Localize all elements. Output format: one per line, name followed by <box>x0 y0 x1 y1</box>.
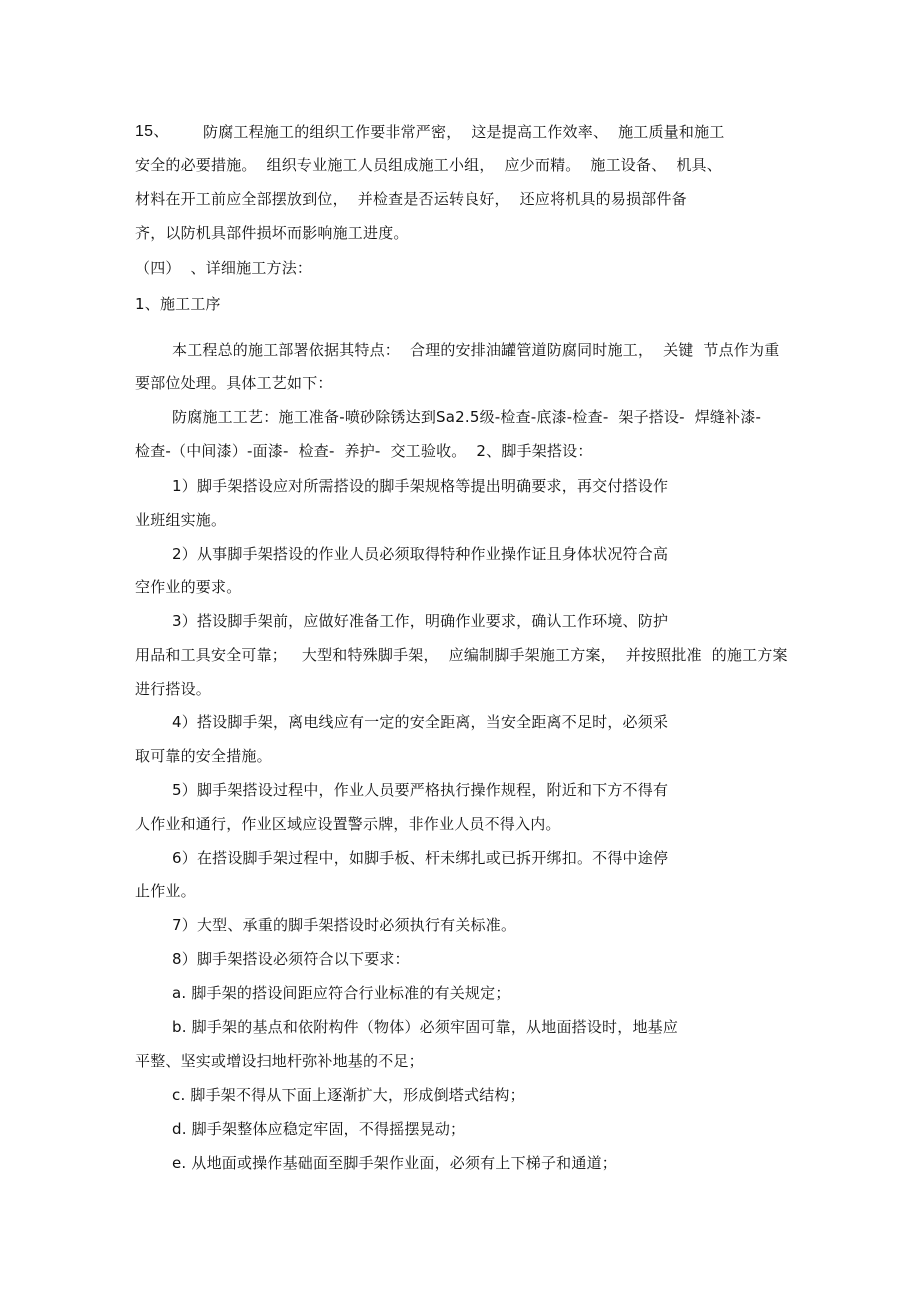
item-15-line-3: 材料在开工前应全部摆放到位， 并检查是否运转良好， 还应将机具的易损部件备 <box>135 190 687 208</box>
item-3-line-1: 3）搭设脚手架前，应做好准备工作，明确作业要求，确认工作环境、防护 <box>172 612 669 630</box>
item-b-line-1: b. 脚手架的基点和依附构件（物体）必须牢固可靠，从地面搭设时，地基应 <box>172 1018 679 1036</box>
item-7: 7）大型、承重的脚手架搭设时必须执行有关标准。 <box>172 916 517 934</box>
paragraph-2-line-1: 防腐施工工艺：施工准备-喷砂除锈达到Sa2.5级-检查-底漆-检查- 架子搭设- 焊缝补漆- <box>172 408 762 426</box>
item-4-line-1: 4）搭设脚手架，离电线应有一定的安全距离，当安全距离不足时，必须采 <box>172 713 669 731</box>
item-15-line-1: 防腐工程施工的组织工作要非常严密， 这是提高工作效率、 施工质量和施工 <box>203 123 725 141</box>
subheading-1: 1、施工工序 <box>135 295 221 313</box>
item-b-line-2: 平整、坚实或增设扫地杆弥补地基的不足； <box>135 1052 424 1070</box>
item-8: 8）脚手架搭设必须符合以下要求： <box>172 950 410 968</box>
item-5-line-2: 人作业和通行，作业区域应设置警示牌，非作业人员不得入内。 <box>135 815 561 833</box>
item-15-line-4: 齐，以防机具部件损坏而影响施工进度。 <box>135 224 409 242</box>
item-3-line-3: 进行搭设。 <box>135 680 212 698</box>
paragraph-2-line-2: 检查-（中间漆）-面漆- 检查- 养护- 交工验收。 2、脚手架搭设： <box>135 442 593 460</box>
item-c: c. 脚手架不得从下面上逐渐扩大，形成倒塔式结构； <box>172 1086 525 1104</box>
item-6-line-1: 6）在搭设脚手架过程中，如脚手板、杆未绑扎或已拆开绑扣。不得中途停 <box>172 849 669 867</box>
item-1-line-1: 1）脚手架搭设应对所需搭设的脚手架规格等提出明确要求，再交付搭设作 <box>172 477 669 495</box>
item-15-number: 15、 <box>135 123 170 140</box>
item-1-line-2: 业班组实施。 <box>135 511 227 529</box>
paragraph-1-line-1: 本工程总的施工部署依据其特点： 合理的安排油罐管道防腐同时施工， 关键 节点作为重 <box>172 341 780 359</box>
item-a: a. 脚手架的搭设间距应符合行业标准的有关规定； <box>172 984 511 1002</box>
item-5-line-1: 5）脚手架搭设过程中，作业人员要严格执行操作规程，附近和下方不得有 <box>172 781 669 799</box>
item-4-line-2: 取可靠的安全措施。 <box>135 747 272 765</box>
item-e: e. 从地面或操作基础面至脚手架作业面，必须有上下梯子和通道； <box>172 1154 617 1172</box>
item-3-line-2: 用品和工具安全可靠； 大型和特殊脚手架， 应编制脚手架施工方案， 并按照批准 的施工方案 <box>135 646 788 664</box>
paragraph-1-line-2: 要部位处理。具体工艺如下： <box>135 374 333 392</box>
item-6-line-2: 止作业。 <box>135 882 196 900</box>
item-d: d. 脚手架整体应稳定牢固，不得摇摆晃动； <box>172 1120 466 1138</box>
item-2-line-2: 空作业的要求。 <box>135 578 242 596</box>
section-heading-4: （四） 、详细施工方法： <box>135 259 313 277</box>
item-2-line-1: 2）从事脚手架搭设的作业人员必须取得特种作业操作证且身体状况符合高 <box>172 545 669 563</box>
item-15-line-2: 安全的必要措施。 组织专业施工人员组成施工小组， 应少而精。 施工设备、 机具、 <box>135 156 722 174</box>
